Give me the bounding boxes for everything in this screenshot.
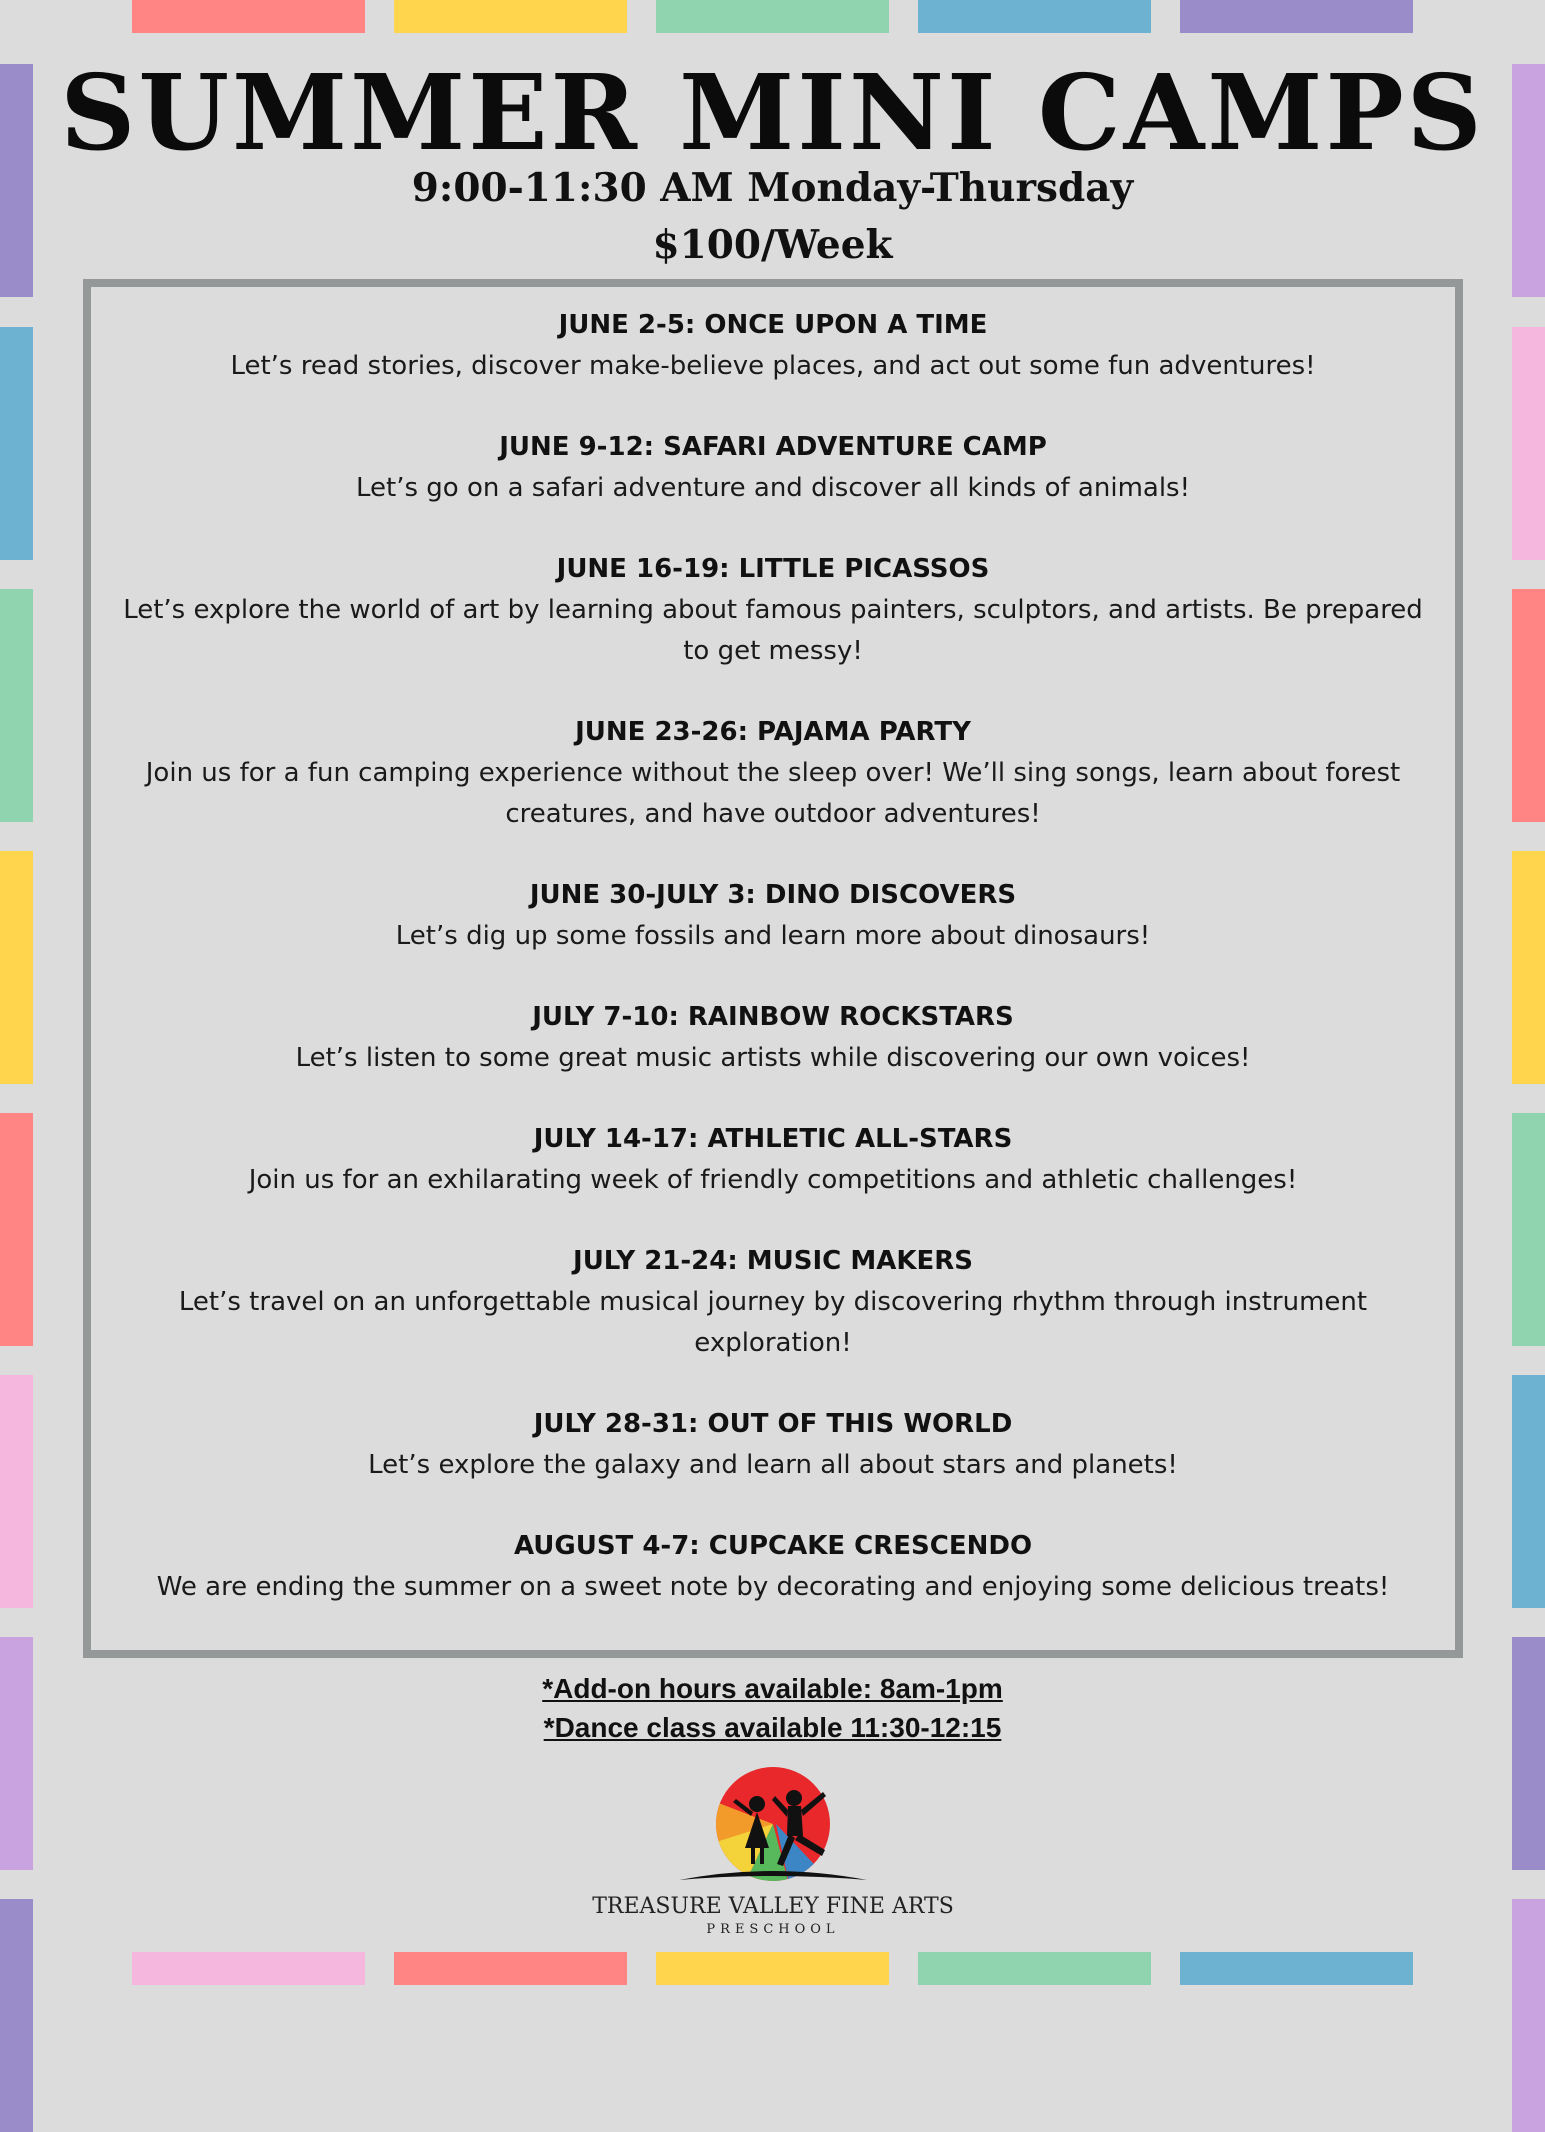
- camp-description: We are ending the summer on a sweet note by decorating and enjoying some delicious treats!: [156, 1572, 1390, 1602]
- top-bar-purple: [1180, 0, 1413, 33]
- right-bar-coral: [1512, 589, 1545, 822]
- camp-description: Let’s explore the galaxy and learn all about stars and planets!: [368, 1450, 1178, 1480]
- right-bar-blue: [1512, 1375, 1545, 1608]
- camp-title: JULY 7-10: RAINBOW ROCKSTARS: [532, 1002, 1014, 1032]
- camp-item: [91, 875, 1455, 957]
- camp-title: JUNE 9-12: SAFARI ADVENTURE CAMP: [499, 432, 1047, 462]
- camp-item: [91, 305, 1455, 387]
- camp-title: JULY 28-31: OUT OF THIS WORLD: [533, 1409, 1013, 1439]
- left-bar-blue: [0, 327, 33, 560]
- camp-title: JULY 21-24: MUSIC MAKERS: [573, 1246, 973, 1276]
- children-dancing-sunset-logo-icon: [591, 1762, 955, 1892]
- camp-list-box: [83, 279, 1463, 1658]
- right-bar-green: [1512, 1113, 1545, 1346]
- camp-item: [91, 712, 1455, 835]
- camp-item: [91, 1241, 1455, 1364]
- left-bar-yellow: [0, 851, 33, 1084]
- top-bar-green: [656, 0, 889, 33]
- camp-description: Let’s explore the world of art by learning about famous painters, sculptors, and artists. Be prepared to get messy!: [123, 595, 1423, 666]
- camp-title: JUNE 30-JULY 3: DINO DISCOVERS: [529, 880, 1017, 910]
- page-title: SUMMER MINI CAMPS: [60, 51, 1485, 174]
- camp-description: Let’s read stories, discover make-believe places, and act out some fun adventures!: [230, 351, 1316, 381]
- camp-description: Join us for an exhilarating week of friendly competitions and athletic challenges!: [248, 1165, 1298, 1195]
- dance-class-note: *Dance class available 11:30-12:15: [543, 1712, 1002, 1743]
- camp-title: JUNE 23-26: PAJAMA PARTY: [575, 717, 971, 747]
- camp-item: [91, 997, 1455, 1079]
- camp-description: Let’s go on a safari adventure and discover all kinds of animals!: [355, 473, 1191, 503]
- preschool-logo: [591, 1762, 955, 1942]
- bottom-bar-yellow: [656, 1952, 889, 1985]
- right-bar-pink: [1512, 327, 1545, 560]
- bottom-bar-pink: [132, 1952, 365, 1985]
- bottom-bar-coral: [394, 1952, 627, 1985]
- camp-description: Let’s dig up some fossils and learn more about dinosaurs!: [395, 921, 1151, 951]
- bottom-bar-green: [918, 1952, 1151, 1985]
- camp-list: [91, 305, 1455, 1648]
- schedule-subtitle: 9:00-11:30 AM Monday-Thursday: [411, 165, 1134, 211]
- left-bar-purple-bottom: [0, 1899, 33, 2132]
- camp-description: Let’s travel on an unforgettable musical journey by discovering rhythm through instrument exploration!: [178, 1287, 1368, 1358]
- logo-subtitle: PRESCHOOL: [706, 1922, 840, 1937]
- camp-title: AUGUST 4-7: CUPCAKE CRESCENDO: [513, 1531, 1033, 1561]
- right-bar-lilac-bottom: [1512, 1899, 1545, 2132]
- camp-title: JUNE 16-19: LITTLE PICASSOS: [556, 554, 990, 584]
- left-bar-coral: [0, 1113, 33, 1346]
- right-bar-yellow: [1512, 851, 1545, 1084]
- bottom-bar-blue: [1180, 1952, 1413, 1985]
- camp-item: [91, 549, 1455, 672]
- top-bar-blue: [918, 0, 1151, 33]
- camp-item: [91, 1526, 1455, 1608]
- logo-school-name: TREASURE VALLEY FINE ARTS: [592, 1894, 954, 1919]
- price-subtitle: $100/Week: [652, 222, 893, 268]
- left-bar-green: [0, 589, 33, 822]
- camp-item: [91, 1404, 1455, 1486]
- camp-item: [91, 427, 1455, 509]
- top-bar-coral: [132, 0, 365, 33]
- camp-title: JUNE 2-5: ONCE UPON A TIME: [558, 310, 988, 340]
- top-bar-yellow: [394, 0, 627, 33]
- left-bar-pink: [0, 1375, 33, 1608]
- camp-description: Join us for a fun camping experience without the sleep over! We’ll sing songs, learn about forest creatures, and have outdoor adventures!: [145, 758, 1401, 829]
- camp-item: [91, 1119, 1455, 1201]
- addon-hours-note: *Add-on hours available: 8am-1pm: [542, 1673, 1003, 1704]
- camp-description: Let’s listen to some great music artists while discovering our own voices!: [295, 1043, 1251, 1073]
- camp-title: JULY 14-17: ATHLETIC ALL-STARS: [533, 1124, 1013, 1154]
